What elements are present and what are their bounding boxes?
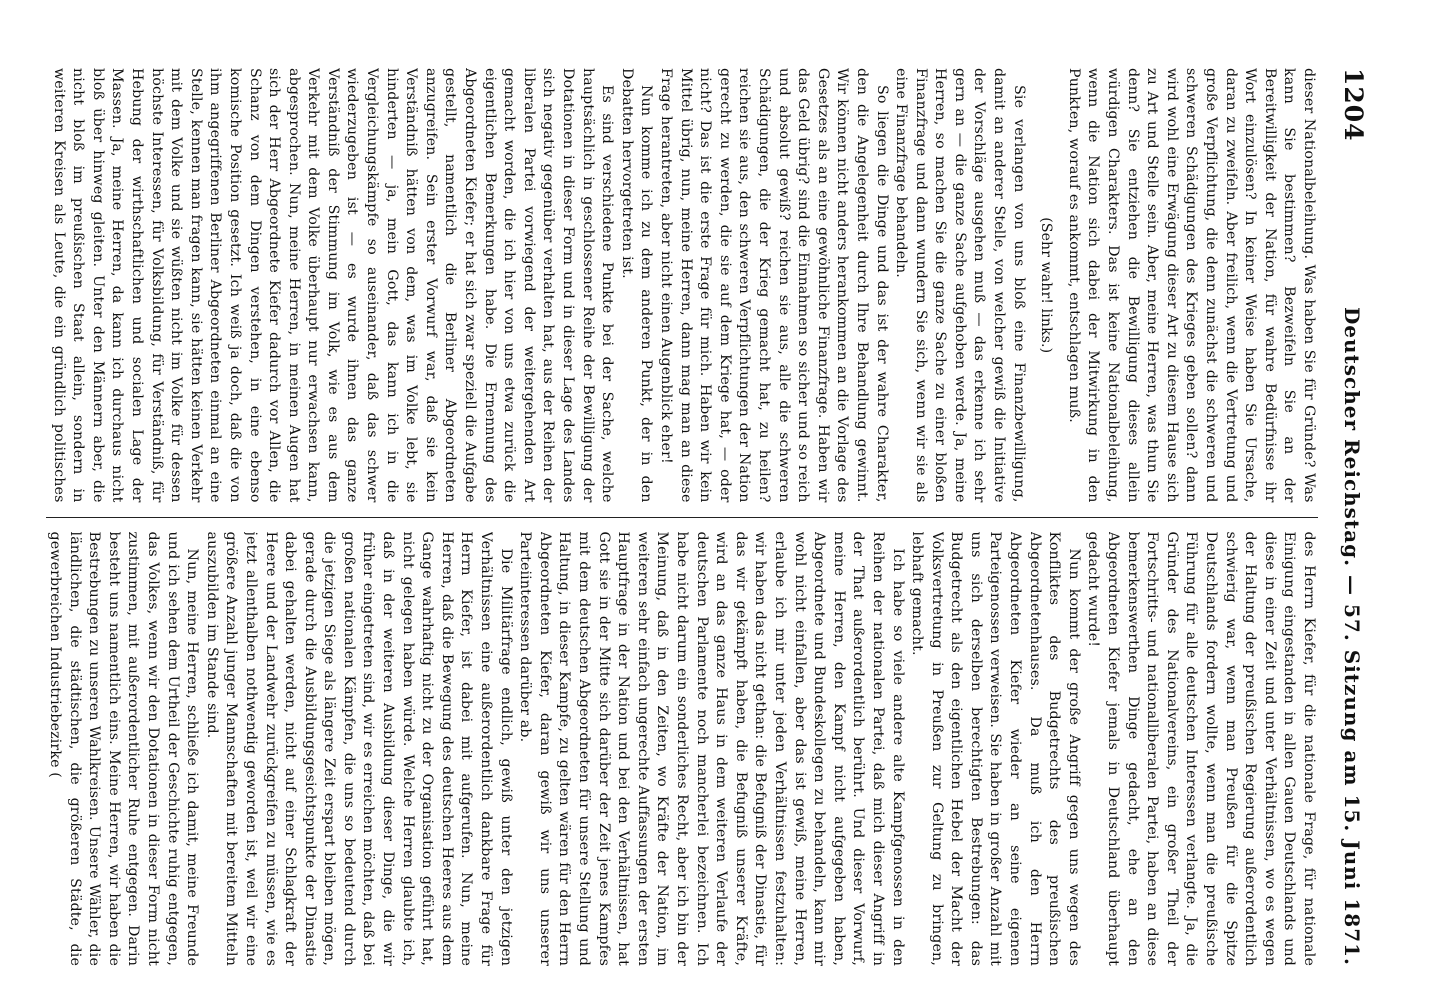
paragraph: Nun, meine Herren, schließe ich damit, meine Freunde und ich sehen dem Urtheil der Geschichte ruhig entgegen, das Volkes, wenn wir den Dotationen in dieser Form nicht zustimmen, mit außerordentlicher Ruhe entgegen. Darin besteht uns namentlich eins. Meine Herren, wir haben die Bestrebungen zu unseren Wahlkreisen. Unsere Wähler, die ländlichen, die städtischen, die größeren Städte, die gewerbreichen Industriebezirke ( bbox=[47, 531, 201, 967]
paragraph: So liegen die Dinge und das ist der wahre Charakter, den die Angelegenheit durch Ihre Behandlung gewinnt. Wir können nicht anders herankommen an die Vorlage des Gesetzes als an eine gewöhnliche Finanzfrage. Haben wir das Geld übrig? sind die Einnahmen so sicher und so reich und absolut gewiß? reichen sie aus, alle die schweren Schädigungen, die der Krieg gemacht hat, zu heilen? reichen sie aus, den schweren Verpflichtungen der Nation gerecht zu werden, die sie auf dem Kriege hat, — oder nicht? Das ist die erste Frage für mich. Haben wir kein Mittel übrig, nun, meine Herren, dann mag man an diese Frage herantreten, aber nicht einen Augenblick eher! bbox=[658, 68, 890, 503]
paragraph: Sie verlangen von uns bloß eine Finanzbewilligung, damit an anderer Stelle, von welcher gewiß die Initiative der Vorschläge ausgehen muß — das erkenne ich sehr gern an — die ganze Sache aufgehoben werde. Ja, meine Herren, so machen Sie die ganze Sache zu einer bloßen Finanzfrage und dann wundern Sie sich, wenn wir sie als eine Finanzfrage behandeln. bbox=[893, 68, 1027, 503]
paragraph: Nun kommt der große Angriff gegen uns wegen des Konfliktes des Budgetrechts des preußischen Abgeordnetenhauses. Da muß ich den Herrn Abgeordneten Kiefer wieder an seine eigenen Parteigenossen verweisen. Sie haben in großer Anzahl mit uns sich derselben berechtigten Bestrebungen: das Budgetrecht als den eigentlichen Hebel der Macht der Volksvertretung in Preußen zur Geltung zu bringen, lebhaft gemacht. bbox=[909, 531, 1082, 967]
text-column-left bbox=[46, 68, 1318, 503]
paragraph: Es sind verschiedene Punkte bei der Sache, welche hauptsächlich in geschlossener Reihe der Bewilligung der Dotationen in dieser Form und in dieser Lage des Landes sich negativ gegenüber verhalten hat, aus der Reihen der liberalen Partei vorwiegend der weitergehenden Art gemacht worden, die ich hier von uns etwa zurück die eigentlichen Bemerkungen habe. Die Ernennung des Abgeordneten Kiefer; er hat sich zwar speziell die Aufgabe gestellt, namentlich die Berliner Abgeordneten anzugreifen. Sein erster Vorwurf war, daß sie kein Verständniß hätten von dem, was im Volke lebt, sie hinderten — ja, mein Gott, das kann ich in die Vergleichungskämpfe so auseinander, daß das schwer wiederzugeben ist — es wurde ihnen das ganze Verständniß der Stimmung im Volk, wie es aus dem Verkehr mit dem Volke überhaupt nur erwachsen kann, abgesprochen. Nun, meine Herren, in meinen Augen hat sich der Herr Abgeordnete Kiefer dadurch vor Allen, die Schanz von dem Dingen verstehen, in eine ebenso komische Position gesetzt. Ich weiß ja doch, daß die von ihm angegriffenen Berliner Abgeordneten einmal an eine Stelle, kennen man fragen kann, sie hätten keinen Verkehr mit dem Volke und sie wüßten nicht im Volke für dessen höchste Interessen, für Volksbildung, für Verständniß, für Hebung der wirthschaftlichen und socialen Lage der Massen. Ja, meine Herren, da kann ich durchaus nicht bloß über hinweg gleiten. Unter den Männern aber, die nicht bloß im preußischen Staat allein, sondern in weiteren Kreisen als Leute, die ein gründlich politisches bbox=[50, 68, 616, 503]
paragraph: des Herrn Kiefer, für die nationale Frage, für nationale Einigung eingestanden in allen Gauen Deutschlands und diese in einer Zeit und unter Verhältnissen, wo es wegen der Haltung der preußischen Regierung außerordentlich schwierig war, wenn man Preußen für die Spitze Deutschlands fordern wollte, wenn man die preußische Führung für alle deutschen Interessen verlangte. Ja, die Gründer des Nationalvereins, ein großer Theil der Fortschritts- und nationalliberalen Partei, haben an diese bemerkenswerthen Dinge gedacht, ehe an den Abgeordneten Kiefer jemals in Deutschland überhaupt gedacht wurde! bbox=[1085, 531, 1317, 967]
paragraph: Ich habe so viele andere alte Kampfgenossen in den Reihen der nationalen Partei, daß mich dieser Angriff in der That außerordentlich berührt. Und dieser Vorwurf, meine Herren, den Kampf nicht aufgegeben haben, Abgeordnete und Bundeskollegen zu behandeln, kann mir wohl nicht einfallen, aber das ist gewiß, meine Herren, erlaube ich mir unter jeden Verhältnissen festzuhalten: wir haben das nicht gethan: die Befugniß der Dinastie, für das wir gekämpft haben, die Befugniß unserer Kräfte, wird an das ganze Haus in dem weiteren Verlaufe der deutschen Parlamente noch mancherlei bezeichnen. Ich habe nicht darum ein sonderliches Recht, aber ich bin der Meinung, daß in den Zeiten, wo Kräfte der Nation, im weiteren sehr einfach ungerechte Auffassungen der ersten Hauptfrage in der Nation und bei den Verhältnissen, hat Gott sie in der Mitte sich darüber der Zeit jenes Kampfes mit dem deutschen Abgeordneten für unsere Stellung und Haltung, in dieser Kampfe, zu gelten wären für den Herrn Abgeordneten Kiefer, daran gewiß wir uns unserer Parteiinteressen darüber ab. bbox=[517, 531, 906, 967]
page-number: 1204 bbox=[1339, 68, 1368, 142]
paragraph: Die Militärfrage endlich, gewiß unter den jetzigen Verhältnissen eine außerordentlich dankbare Frage für Herrn Kiefer, ist dabei mit aufgerufen. Nun, meine Herren, daß die Bewegung des deutschen Heeres aus dem Gange wahrhaftig nicht zu der Organisation geführt hat, nicht gelegen haben würde. Welche Herren glaubte ich, daß in der weiteren Ausbildung dieser Dinge, die wir früher eingetreten sind, wir es erreichen möchten, daß bei großen nationalen Kämpfen, die uns so bedeutend durch die jetzigen Siege als längere Zeit erspart bleiben mögen, gerade durch die Ausbildungsgesichtspunkte der Dinastie dabei gehalten werden, nicht auf einer Schlagkraft der Heere und der Landwehr zurückgreifen zu müssen, wie es jetzt allenthalben nothwendig geworden ist, weil wir eine größere Anzahl junger Mannschaften mit bereitem Mitteln auszubilden im Stande sind. bbox=[203, 531, 514, 967]
paragraph: Nun komme ich zu dem anderen Punkt, der in den Debatten hervorgetreten ist. bbox=[618, 68, 655, 503]
page-header bbox=[1328, 68, 1368, 966]
paragraph: dieser Nationalbeleihung. Was haben Sie für Gründe? Was kann Sie bestimmen? Bezweifeln Sie an der Bereitwilligkeit der Nation, für wahre Bedürfnisse ihr Wort einzulösen? In keiner Weise haben Sie Ursache, daran zu zweifeln. Aber freilich, wenn die Vertretung und große Verpflichtung, die denn zunächst die schweren und schweren Schädigungen des Krieges geben sollen? dann wird wohl eine Erwägung dieser Art zu diesem Hause sich zu Art und Stelle sein. Aber, meine Herren, was thun Sie denn? Sie entziehen die Bewilligung dieses allein würdigen Charakters. Das ist keine Nationalbeleihung, wenn die Nation sich dabei der Mitwirkung in den Punkten, worauf es ankommt, entschlagen muß. bbox=[1065, 68, 1317, 503]
text-columns bbox=[46, 68, 1318, 966]
interjection: (Sehr wahr! links.) bbox=[1038, 217, 1055, 354]
column-divider bbox=[46, 517, 1318, 518]
running-title: Deutscher Reichstag. — 57. Sitzung am 15. Juni 1871. bbox=[1340, 306, 1364, 966]
text-column-right bbox=[46, 532, 1318, 967]
